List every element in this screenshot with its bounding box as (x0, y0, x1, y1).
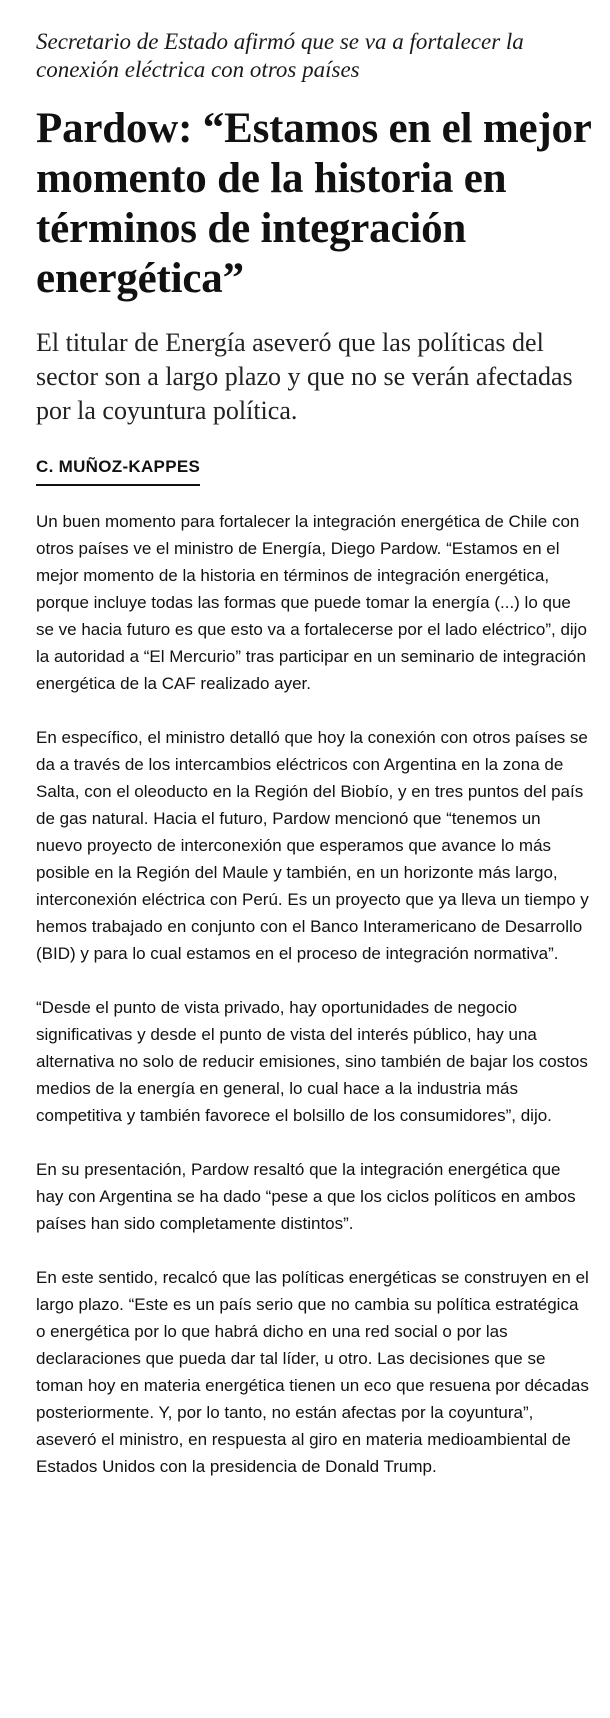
article-paragraph: En este sentido, recalcó que las políticas energéticas se construyen en el largo plazo. “Este es un país serio que no cambia su política estratégica o energética por lo que habrá dicho en una red social o por las declaraciones que pueda dar tal líder, u otro. Las decisiones que se toman hoy en materia energética tienen un eco que resuena por décadas posteriormente. Y, por lo tanto, no están afectas por la coyuntura”, aseveró el ministro, en respuesta al giro en materia medioambiental de Estados Unidos con la presidencia de Donald Trump. (36, 1268, 589, 1476)
article-paragraph: “Desde el punto de vista privado, hay oportunidades de negocio significativas y desde el punto de vista del interés público, hay una alternativa no solo de reducir emisiones, sino también de bajar los costos medios de la energía en general, lo cual hace a la industria más competitiva y también favorece el bolsillo de los consumidores”, dijo. (36, 998, 588, 1125)
article-body (36, 508, 596, 1480)
article-byline[interactable]: C. MUÑOZ-KAPPES (36, 456, 200, 486)
article-kicker: Secretario de Estado afirmó que se va a fortalecer la conexión eléctrica con otros países (36, 29, 524, 82)
article-paragraph: Un buen momento para fortalecer la integración energética de Chile con otros países ve el ministro de Energía, Diego Pardow. “Estamos en el mejor momento de la historia en términos de integración energética, porque incluye todas las formas que puede tomar la energía (...) lo que se ve hacia futuro es que esto va a fortalecerse por el lado eléctrico”, dijo la autoridad a “El Mercurio” tras participar en un seminario de integración energética de la CAF realizado ayer. (36, 512, 587, 693)
article-headline: Pardow: “Estamos en el mejor momento de la historia en términos de integración energética” (36, 105, 591, 302)
article-subtitle: El titular de Energía aseveró que las políticas del sector son a largo plazo y que no se verán afectadas por la coyuntura política. (36, 328, 573, 425)
article-paragraph: En específico, el ministro detalló que hoy la conexión con otros países se da a través de los intercambios eléctricos con Argentina en la zona de Salta, con el oleoducto en la Región del Biobío, y en tres puntos del país de gas natural. Hacia el futuro, Pardow mencionó que “tenemos un nuevo proyecto de interconexión que esperamos que avance lo más posible en la Región del Maule y también, en un horizonte más largo, interconexión eléctrica con Perú. Es un proyecto que ya lleva un tiempo y hemos trabajado en conjunto con el Banco Interamericano de Desarrollo (BID) y para lo cual estamos en el proceso de integración normativa”. (36, 728, 589, 963)
article (36, 0, 596, 1507)
article-paragraph: En su presentación, Pardow resaltó que la integración energética que hay con Argentina se ha dado “pese a que los ciclos políticos en ambos países han sido completamente distintos”. (36, 1160, 576, 1233)
